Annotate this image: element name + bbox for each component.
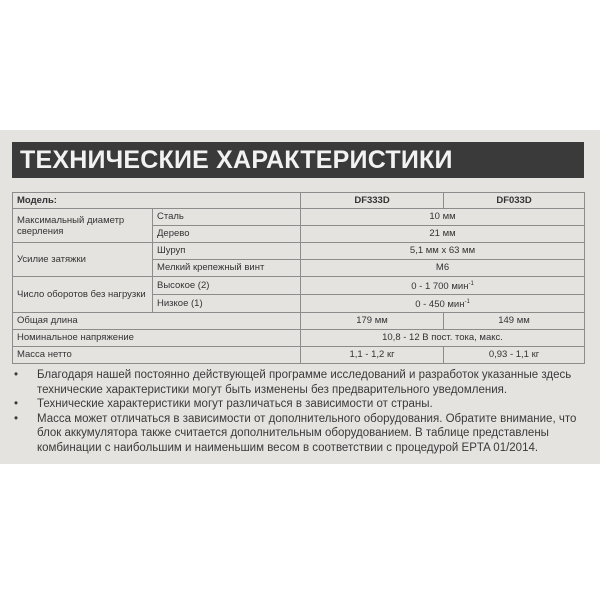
table-row xyxy=(13,277,585,295)
note-item xyxy=(12,412,592,456)
note-text: Технические характеристики могут различаться в зависимости от страны. xyxy=(37,398,433,411)
specs-table xyxy=(12,192,585,364)
model-b-header: DF033D xyxy=(444,193,585,209)
torque-label: Усилие затяжки xyxy=(13,243,153,277)
title-bar xyxy=(12,142,584,178)
wood-label: Дерево xyxy=(153,226,301,243)
steel-value: 10 мм xyxy=(301,209,585,226)
drill-diameter-label: Максимальный диаметр сверления xyxy=(13,209,153,243)
bullet-icon: • xyxy=(14,412,19,425)
bullet-icon: • xyxy=(14,398,19,411)
length-value-a: 179 мм xyxy=(301,313,444,330)
wood-value: 21 мм xyxy=(301,226,585,243)
note-text: Благодаря нашей постоянно действующей программе исследований и разработок указанные здесь технические характеристики могут быть изменены без предварительного уведомления. xyxy=(37,369,572,396)
weight-label: Масса нетто xyxy=(13,347,301,364)
low-speed-unit-sup: -1 xyxy=(464,299,470,306)
note-text: Масса может отличаться в зависимости от дополнительного оборудования. Обратите внимание, что блок аккумулятора также считается дополнительным оборудованием. В таблице представлены комбинации с наибольшим и наименьшим весом в соответствии с процедурой EPTA 01/2014. xyxy=(37,412,577,454)
high-speed-unit-sup: -1 xyxy=(468,281,474,287)
screw-label: Шуруп xyxy=(153,243,301,260)
voltage-label: Номинальное напряжение xyxy=(13,330,301,347)
weight-value-a: 1,1 - 1,2 кг xyxy=(301,347,444,364)
low-speed-label: Низкое (1) xyxy=(153,295,301,313)
high-speed-value-cell xyxy=(301,277,585,295)
table-row xyxy=(13,209,585,226)
table-row xyxy=(13,347,585,364)
voltage-value: 10,8 - 12 В пост. тока, макс. xyxy=(301,330,585,347)
page-title: ТЕХНИЧЕСКИЕ ХАРАКТЕРИСТИКИ xyxy=(20,146,453,174)
speed-label: Число оборотов без нагрузки xyxy=(13,277,153,313)
low-speed-value-cell xyxy=(301,295,585,313)
machine-screw-label: Мелкий крепежный винт xyxy=(153,260,301,277)
length-value-b: 149 мм xyxy=(444,313,585,330)
table-row xyxy=(13,330,585,347)
notes-list xyxy=(12,368,592,456)
note-item xyxy=(12,368,592,397)
low-speed-value: 0 - 450 мин xyxy=(415,299,465,311)
weight-value-b: 0,93 - 1,1 кг xyxy=(444,347,585,364)
length-label: Общая длина xyxy=(13,313,301,330)
machine-screw-value: M6 xyxy=(301,260,585,277)
model-label: Модель: xyxy=(13,193,301,209)
high-speed-label: Высокое (2) xyxy=(153,277,301,295)
screw-value: 5,1 мм x 63 мм xyxy=(301,243,585,260)
table-row xyxy=(13,243,585,260)
bullet-icon: • xyxy=(14,369,19,381)
note-item xyxy=(12,397,592,412)
high-speed-value: 0 - 1 700 мин xyxy=(411,281,469,293)
table-header-row xyxy=(13,193,585,209)
steel-label: Сталь xyxy=(153,209,301,226)
table-row xyxy=(13,313,585,330)
model-a-header: DF333D xyxy=(301,193,444,209)
